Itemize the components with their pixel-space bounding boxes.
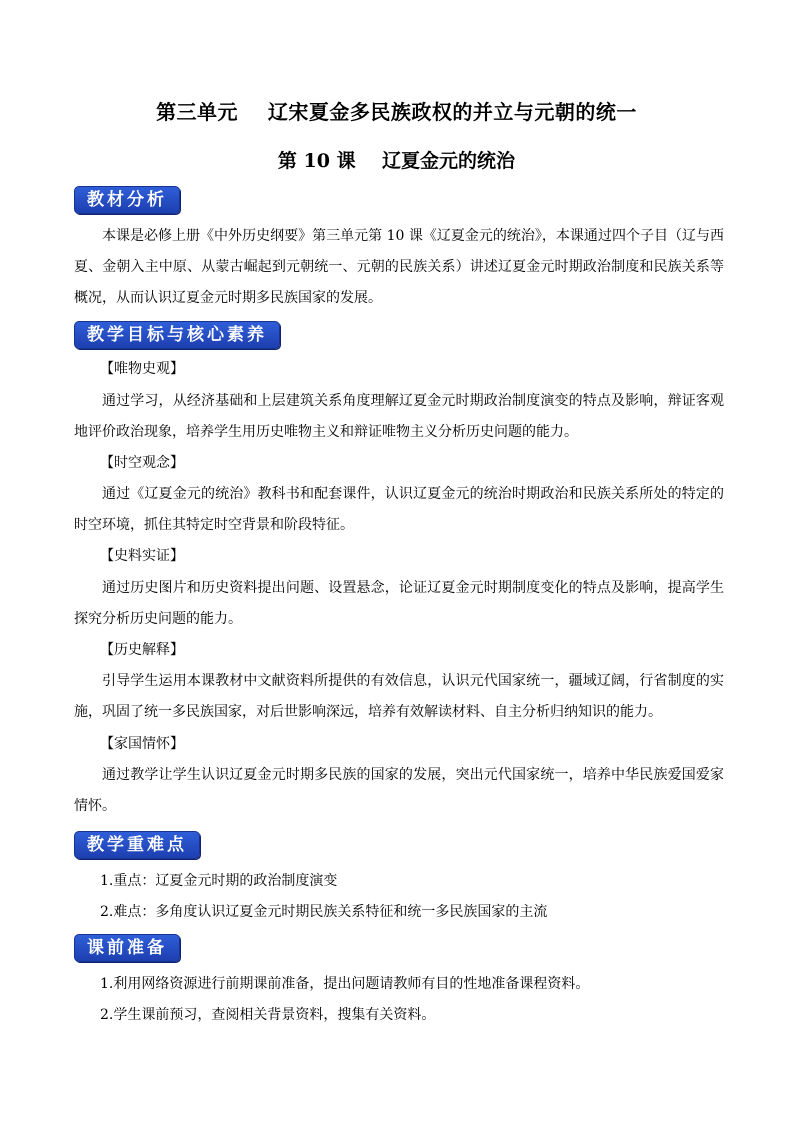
objective-text-spacetime: 通过《辽夏金元的统治》教科书和配套课件，认识辽夏金元的统治时期政治和民族关系所处的特定的时空环境，抓住其特定时空背景和阶段特征。 <box>74 486 724 533</box>
preparation-item: 2.学生课前预习，查阅相关背景资料，搜集有关资料。 <box>100 1007 436 1023</box>
analysis-paragraph: 本课是必修上册《中外历史纲要》第三单元第 10 课《辽夏金元的统治》，本课通过四个子目（辽与西夏、金朝入主中原、从蒙古崛起到元朝统一、元朝的民族关系）讲述辽夏金元时期政治制度和民族关系等概况，从而认识辽夏金元时期多民族国家的发展。 <box>74 228 724 306</box>
preparation-item: 1.利用网络资源进行前期课前准备，提出问题请教师有目的性地准备课程资料。 <box>100 976 590 992</box>
key-point-item: 1.重点：辽夏金元时期的政治制度演变 <box>100 873 338 889</box>
objective-label-evidence: 【史料实证】 <box>100 548 184 564</box>
section-heading-key-points: 教学重难点 <box>74 831 200 859</box>
objective-label-patriotism: 【家国情怀】 <box>100 736 184 752</box>
difficult-point-item: 2.难点：多角度认识辽夏金元时期民族关系特征和统一多民族国家的主流 <box>100 904 548 920</box>
objective-label-materialism: 【唯物史观】 <box>100 361 184 377</box>
objective-text-patriotism: 通过教学让学生认识辽夏金元时期多民族的国家的发展，突出元代国家统一，培养中华民族爱国爱家情怀。 <box>74 767 724 814</box>
objective-text-interpretation: 引导学生运用本课教材中文献资料所提供的有效信息，认识元代国家统一，疆域辽阔，行省制度的实施，巩固了统一多民族国家，对后世影响深远，培养有效解读材料、自主分析归纳知识的能力。 <box>74 673 724 720</box>
unit-title: 第三单元 辽宋夏金多民族政权的并立与元朝的统一 <box>156 100 637 124</box>
objective-label-interpretation: 【历史解释】 <box>100 642 184 658</box>
section-heading-analysis: 教材分析 <box>74 186 180 214</box>
objective-label-spacetime: 【时空观念】 <box>100 455 184 471</box>
objective-text-evidence: 通过历史图片和历史资料提出问题、设置悬念，论证辽夏金元时期制度变化的特点及影响，提高学生探究分析历史问题的能力。 <box>74 580 724 627</box>
section-heading-preparation: 课前准备 <box>74 934 180 962</box>
lesson-title: 第 10 课 辽夏金元的统治 <box>277 150 516 172</box>
objective-text-materialism: 通过学习，从经济基础和上层建筑关系角度理解辽夏金元时期政治制度演变的特点及影响，辩证客观地评价政治现象，培养学生用历史唯物主义和辩证唯物主义分析历史问题的能力。 <box>74 393 724 440</box>
section-heading-objectives: 教学目标与核心素养 <box>74 321 280 349</box>
